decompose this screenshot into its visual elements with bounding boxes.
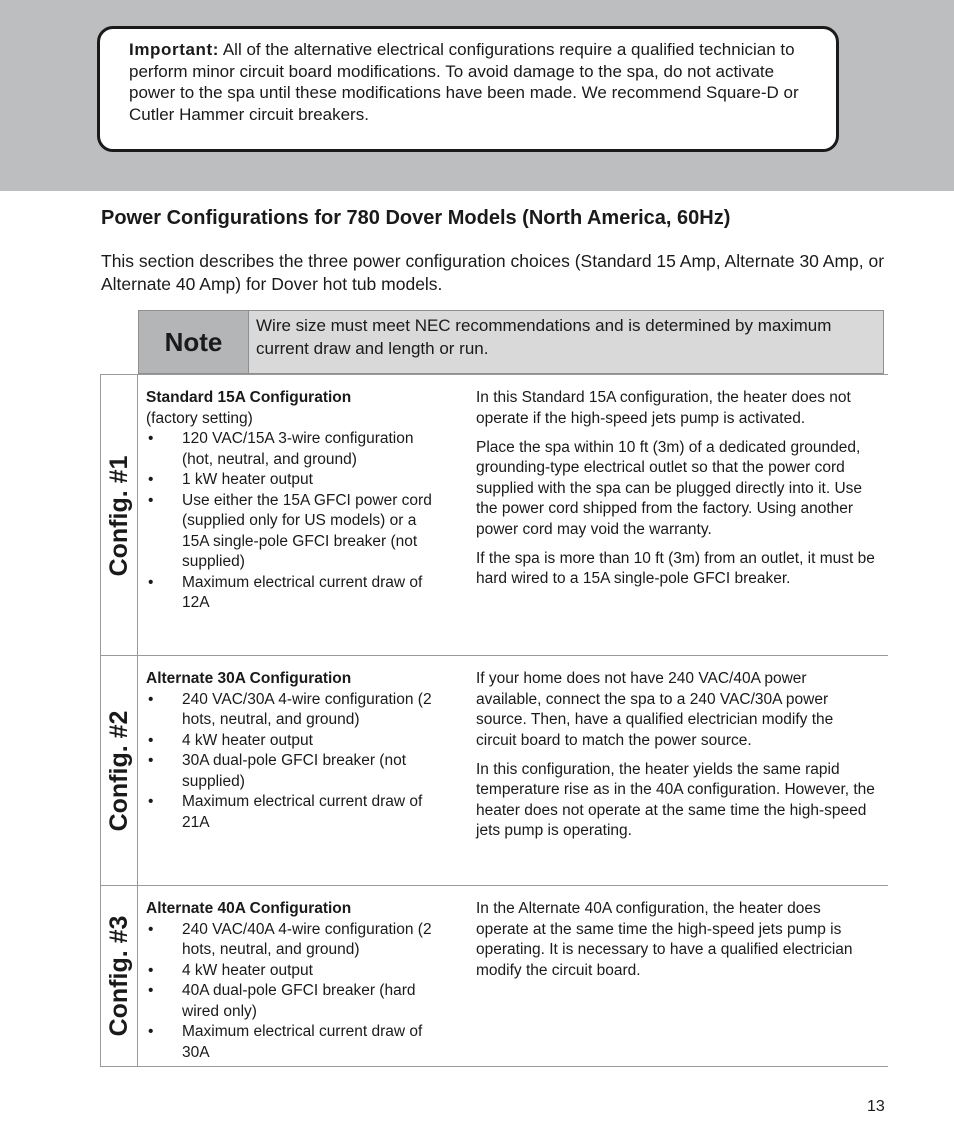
important-notice [97,26,839,152]
description-paragraph: If the spa is more than 10 ft (3m) from an outlet, it must be hard wired to a 15A single-pole GFCI breaker. [476,549,875,587]
config-1-description [476,388,876,598]
description-paragraph: In this Standard 15A configuration, the heater does not operate if the high-speed jets pump is activated. [476,389,851,427]
config-3-row [100,885,888,1067]
config-1-bullets [146,429,446,614]
config-2-side-tab [100,656,138,886]
bullet-item: • 4 kW heater output [146,961,446,982]
config-1-side-tab [100,375,138,656]
config-3-tab-label: Config. #3 [105,915,133,1037]
section-intro: This section describes the three power configuration choices (Standard 15 Amp, Alternate 30 Amp, or Alternate 40 Amp) for Dover hot tub models. [101,251,885,294]
config-2-description [476,669,876,850]
config-1-subtitle: (factory setting) [146,409,253,427]
important-text: All of the alternative electrical configurations require a qualified technician to perform minor circuit board modifications. To avoid damage to the spa, do not activate power to the spa until these modifications have been made. We recommend Square-D or Cutler Hammer circuit breakers. [129,40,799,124]
bullet-item: • 240 VAC/40A 4-wire configuration (2 hots, neutral, and ground) [146,920,446,961]
page-number: 13 [867,1098,885,1115]
bullet-item: • Use either the 15A GFCI power cord (supplied only for US models) or a 15A single-pole GFCI breaker (not supplied) [146,491,446,573]
config-1-title: Standard 15A Configuration [146,389,352,406]
description-paragraph: In the Alternate 40A configuration, the heater does operate at the same time the high-speed jets pump is operating. It is necessary to have a qualified electrician modify the circuit board. [476,900,853,979]
config-1-row [100,374,888,656]
config-3-description [476,899,876,990]
note-text: Wire size must meet NEC recommendations and is determined by maximum current draw and length or run. [256,316,832,358]
config-1-specs [146,388,446,614]
section-title: Power Configurations for 780 Dover Models (North America, 60Hz) [101,207,731,229]
config-2-specs [146,669,446,833]
bullet-item: • Maximum electrical current draw of 30A [146,1022,446,1063]
bullet-item: • 40A dual-pole GFCI breaker (hard wired only) [146,981,446,1022]
bullet-item: • 120 VAC/15A 3-wire configuration (hot, neutral, and ground) [146,429,446,470]
description-paragraph: Place the spa within 10 ft (3m) of a dedicated grounded, grounding-type electrical outlet so that the power cord supplied with the spa can be plugged directly into it. Use the power cord shipped from the factory. Using another power cord may void the warranty. [476,438,863,538]
description-paragraph: In this configuration, the heater yields the same rapid temperature rise as in the 40A configuration. However, the heater does not operate at the same time the high-speed jets pump is operating. [476,760,875,839]
config-3-title: Alternate 40A Configuration [146,900,352,917]
note-box [138,310,884,374]
note-label: Note [139,311,249,373]
bullet-item: • Maximum electrical current draw of 21A [146,792,446,833]
important-label: Important: [129,40,220,59]
bullet-item: • 30A dual-pole GFCI breaker (not supplied) [146,751,446,792]
config-3-side-tab [100,886,138,1066]
bullet-item: • 4 kW heater output [146,731,446,752]
config-2-row [100,655,888,886]
bullet-item: • Maximum electrical current draw of 12A [146,573,446,614]
config-2-tab-label: Config. #2 [105,710,133,832]
config-2-title: Alternate 30A Configuration [146,670,352,687]
config-3-specs [146,899,446,1063]
description-paragraph: If your home does not have 240 VAC/40A power available, connect the spa to a 240 VAC/30A power source. Then, have a qualified electrician modify the circuit board to match the power source. [476,670,834,749]
config-2-bullets [146,690,446,834]
bullet-item: • 240 VAC/30A 4-wire configuration (2 hots, neutral, and ground) [146,690,446,731]
config-3-bullets [146,920,446,1064]
config-1-tab-label: Config. #1 [105,455,133,576]
bullet-item: • 1 kW heater output [146,470,446,491]
